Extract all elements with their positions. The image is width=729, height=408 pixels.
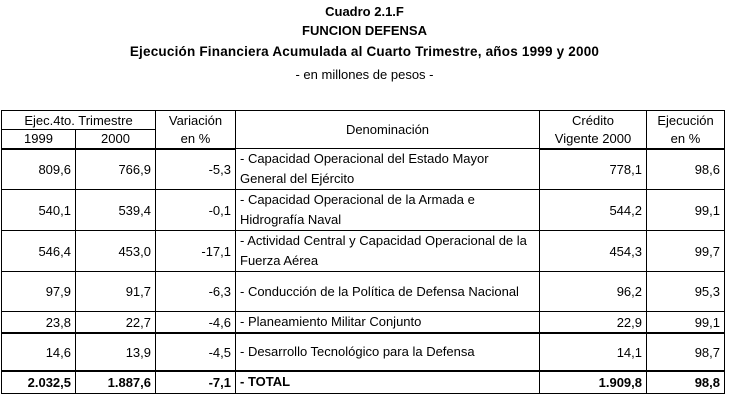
total-credit: 1.909,8: [540, 371, 647, 393]
cell-2000: 13,9: [76, 333, 156, 371]
cell-2000: 91,7: [76, 272, 156, 312]
cell-credit: 454,3: [540, 231, 647, 272]
cell-denominacion: - Actividad Central y Capacidad Operacional de la Fuerza Aérea: [236, 231, 540, 272]
total-variation: -7,1: [156, 371, 236, 393]
cell-1999: 97,9: [2, 272, 76, 312]
header-year-2000: 2000: [76, 130, 156, 149]
table-row: [2, 149, 725, 190]
table-row: [2, 190, 725, 231]
header-credit-year: Vigente 2000: [540, 130, 647, 149]
cell-2000: 22,7: [76, 312, 156, 334]
cell-variation: -4,5: [156, 333, 236, 371]
cell-variation: -5,3: [156, 149, 236, 190]
header-variation: Variación: [156, 111, 236, 130]
cell-credit: 778,1: [540, 149, 647, 190]
cell-2000: 453,0: [76, 231, 156, 272]
cell-credit: 96,2: [540, 272, 647, 312]
cell-execution: 99,1: [647, 312, 725, 334]
table-row: [2, 231, 725, 272]
cell-1999: 809,6: [2, 149, 76, 190]
cell-credit: 22,9: [540, 312, 647, 334]
cell-denominacion: - Planeamiento Militar Conjunto: [236, 312, 540, 334]
execution-table: [1, 110, 725, 394]
cell-variation: -0,1: [156, 190, 236, 231]
cell-1999: 23,8: [2, 312, 76, 334]
cell-1999: 540,1: [2, 190, 76, 231]
total-2000: 1.887,6: [76, 371, 156, 393]
cell-execution: 99,7: [647, 231, 725, 272]
header-year-1999: 1999: [2, 130, 76, 149]
cell-execution: 95,3: [647, 272, 725, 312]
total-row: [2, 371, 725, 393]
header-exec-quarter: Ejec.4to. Trimestre: [2, 111, 156, 130]
header-execution-unit: en %: [647, 130, 725, 149]
cell-2000: 539,4: [76, 190, 156, 231]
table-row: [2, 333, 725, 371]
header-variation-unit: en %: [156, 130, 236, 149]
cell-variation: -17,1: [156, 231, 236, 272]
cell-credit: 544,2: [540, 190, 647, 231]
cell-denominacion: - Capacidad Operacional de la Armada e Hidrografía Naval: [236, 190, 540, 231]
cell-execution: 99,1: [647, 190, 725, 231]
cell-variation: -4,6: [156, 312, 236, 334]
total-denominacion: - TOTAL: [236, 371, 540, 393]
cell-variation: -6,3: [156, 272, 236, 312]
units-note: - en millones de pesos -: [295, 67, 434, 82]
cell-credit: 14,1: [540, 333, 647, 371]
cell-1999: 14,6: [2, 333, 76, 371]
cell-execution: 98,6: [647, 149, 725, 190]
cell-2000: 766,9: [76, 149, 156, 190]
table-row: [2, 272, 725, 312]
cell-denominacion: - Capacidad Operacional del Estado Mayor General del Ejército: [236, 149, 540, 190]
total-execution: 98,8: [647, 371, 725, 393]
table-row: [2, 312, 725, 334]
cell-denominacion: - Conducción de la Política de Defensa Nacional: [236, 272, 540, 312]
cell-denominacion: - Desarrollo Tecnológico para la Defensa: [236, 333, 540, 371]
total-1999: 2.032,5: [2, 371, 76, 393]
header-credit: Crédito: [540, 111, 647, 130]
header-denominacion: Denominación: [236, 111, 540, 149]
header-execution: Ejecución: [647, 111, 725, 130]
cell-1999: 546,4: [2, 231, 76, 272]
table-code: Cuadro 2.1.F: [325, 4, 404, 19]
cell-execution: 98,7: [647, 333, 725, 371]
function-title: FUNCION DEFENSA: [302, 23, 427, 38]
table-subtitle: Ejecución Financiera Acumulada al Cuarto Trimestre, años 1999 y 2000: [129, 44, 600, 59]
